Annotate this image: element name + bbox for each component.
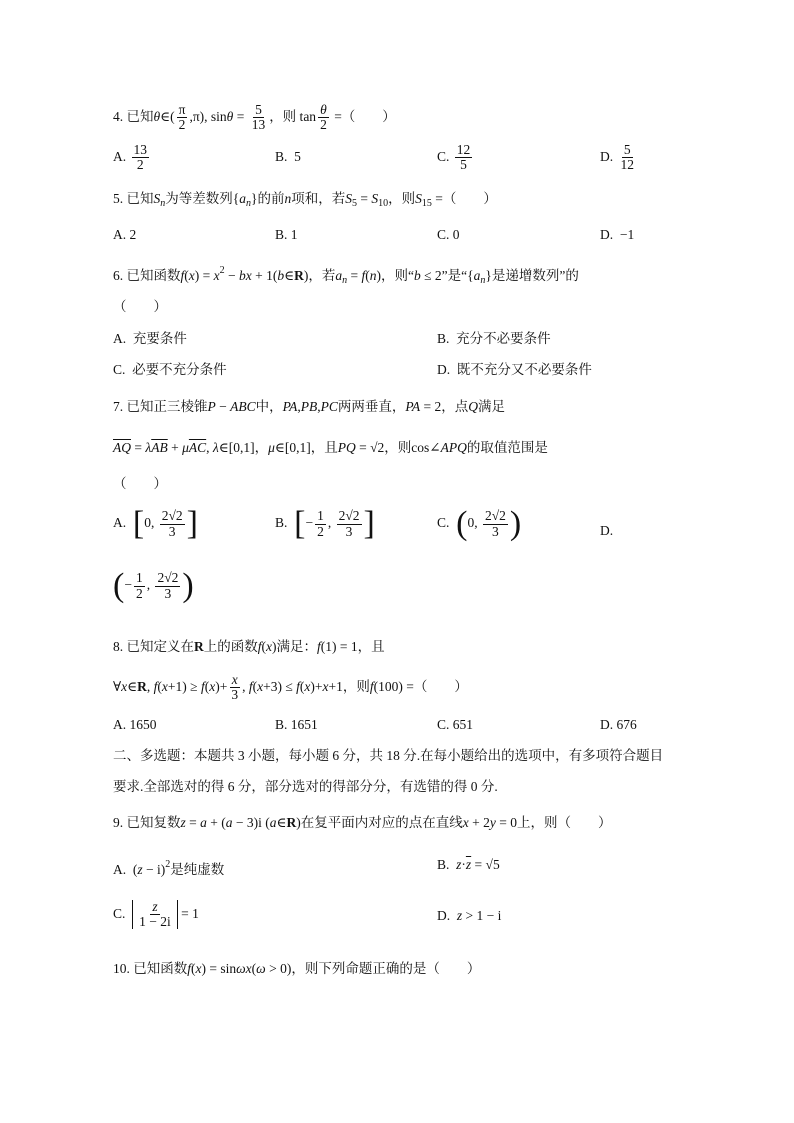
- q5-option-a: A. 2: [113, 227, 137, 242]
- q8-option-b: B. 1651: [275, 717, 318, 732]
- q9-option-b: B. $z\cdot\overline{z} = √5$: [437, 857, 500, 872]
- q7-stem: 7. 已知正三棱锥P − ABC中，PA,PB,PC两两垂直，PA = 2，点Q满足: [113, 399, 506, 414]
- q9-stem: 9. 已知复数z = a + (a − 3)i (a∈R)在复平面内对应的点在直线x + 2y = 0上，则（ ）: [113, 815, 612, 830]
- q5-option-c: C. 0: [437, 227, 460, 242]
- q6-option-d: D. 既不充分又不必要条件: [437, 362, 592, 377]
- q9-option-a: A. $(z - i)^2$是纯虚数: [113, 859, 225, 877]
- q6-option-c: C. 必要不充分条件: [113, 362, 227, 377]
- q5-option-b: B. 1: [275, 227, 298, 242]
- q4-option-b: B. 5: [275, 149, 301, 164]
- q4-option-d: D. $\frac{5}{12}$: [600, 142, 634, 173]
- q7-option-a: A. [0, $\frac{2√2}{3}$ ]: [113, 505, 198, 542]
- q4-option-c: C. $\frac{12}{5}$: [437, 142, 471, 173]
- q6-option-b: B. 充分不必要条件: [437, 331, 551, 346]
- q7-option-c: C. (0, $\frac{2√2}{3}$ ): [437, 505, 522, 542]
- q7-option-d: (− $\frac{1}{2}$ , $\frac{2√2}{3}$ ): [113, 567, 194, 604]
- q4-option-a: A. $\frac{13}{2}$: [113, 142, 147, 173]
- q5-option-d: D. −1: [600, 227, 635, 242]
- q6-stem: 6. 已知函数$f(x) = x^2$ − bx + 1(b∈R)，若$a_n = f(n)$，则“b ≤ 2”是“$\{a_n\}$是递增数列”的: [113, 265, 579, 286]
- q7-option-b: B. [− $\frac{1}{2}$ , $\frac{2√2}{3}$ ]: [275, 505, 375, 542]
- q8-stem: 8. 已知定义在R上的函数f(x)满足：f(1) = 1，且: [113, 639, 385, 654]
- q6-option-a: A. 充要条件: [113, 331, 187, 346]
- section-2-heading: 二、多选题：本题共 3 小题，每小题 6 分，共 18 分.在每小题给出的选项中，有多项符合题目: [113, 748, 664, 763]
- q7-option-d-label: D.: [600, 523, 614, 538]
- q9-option-c: C. $\frac{z}{1 - 2i}$ = 1: [113, 899, 199, 930]
- q4-stem: 4. 已知θ∈( $\frac{\pi}{2}$ ,π), sinθ = $\frac{5}{13}$ ，则 tan $\frac{\theta}{2}$ =（ ）: [113, 102, 396, 133]
- q5-stem: 5. 已知$S_n$为等差数列$\{a_n\}$的前n项和，若$S_5 = S_{10}$，则$S_{15}$ =（ ）: [113, 191, 497, 209]
- q8-option-c: C. 651: [437, 717, 474, 732]
- q8-option-a: A. 1650: [113, 717, 157, 732]
- q10-stem: 10. 已知函数f(x) = sinωx(ω > 0)，则下列命题正确的是（ ）: [113, 961, 481, 976]
- q9-option-d: D. z > 1 − i: [437, 908, 502, 923]
- q8-option-d: D. 676: [600, 717, 637, 732]
